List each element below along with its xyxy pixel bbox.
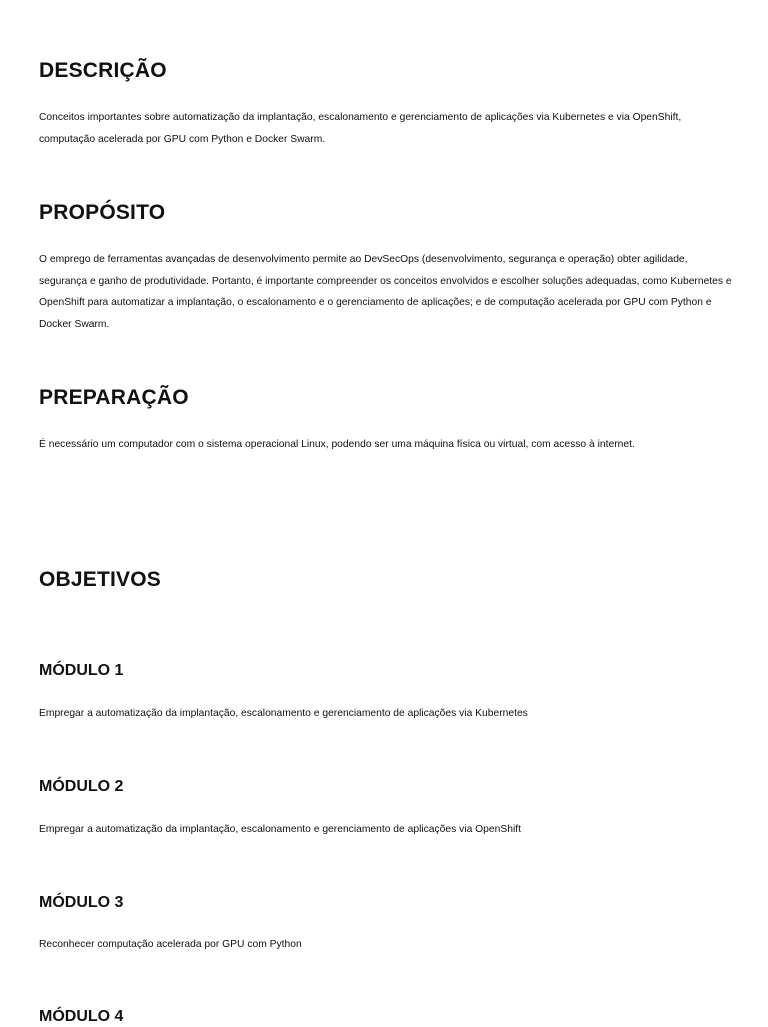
module-4-title: MÓDULO 4 <box>39 1008 124 1025</box>
module-2-text: Empregar a automatização da implantação, escalonamento e gerenciamento de aplicações via OpenShift <box>39 824 521 835</box>
heading-objetivos: OBJETIVOS <box>39 568 161 591</box>
text-descricao: Conceitos importantes sobre automatização da implantação, escalonamento e gerenciamento de aplicações via Kubernetes e via OpenShift, computação acelerada por GPU com Python e Docker Swarm. <box>39 112 682 145</box>
module-3-title: MÓDULO 3 <box>39 894 124 911</box>
text-proposito: O emprego de ferramentas avançadas de desenvolvimento permite ao DevSecOps (desenvolvimento, segurança e operação) obter agilidade, segurança e ganho de produtividade. Portanto, é importante compreender os conceitos envolvidos e escolher soluções adequadas, como Kubernetes e OpenShift para automatizar a implantação, o escalonamento e o gerenciamento de aplicações; e de computação acelerada por GPU com Python e Docker Swarm. <box>39 254 732 330</box>
heading-proposito: PROPÓSITO <box>39 201 166 224</box>
module-1-text: Empregar a automatização da implantação, escalonamento e gerenciamento de aplicações via Kubernetes <box>39 708 528 719</box>
heading-preparacao: PREPARAÇÃO <box>39 386 189 409</box>
module-1-title: MÓDULO 1 <box>39 662 124 679</box>
heading-descricao: DESCRIÇÃO <box>39 59 167 82</box>
text-preparacao: É necessário um computador com o sistema operacional Linux, podendo ser uma máquina física ou virtual, com acesso à internet. <box>39 439 635 450</box>
module-3-text: Reconhecer computação acelerada por GPU com Python <box>39 939 302 950</box>
module-2-title: MÓDULO 2 <box>39 778 124 795</box>
